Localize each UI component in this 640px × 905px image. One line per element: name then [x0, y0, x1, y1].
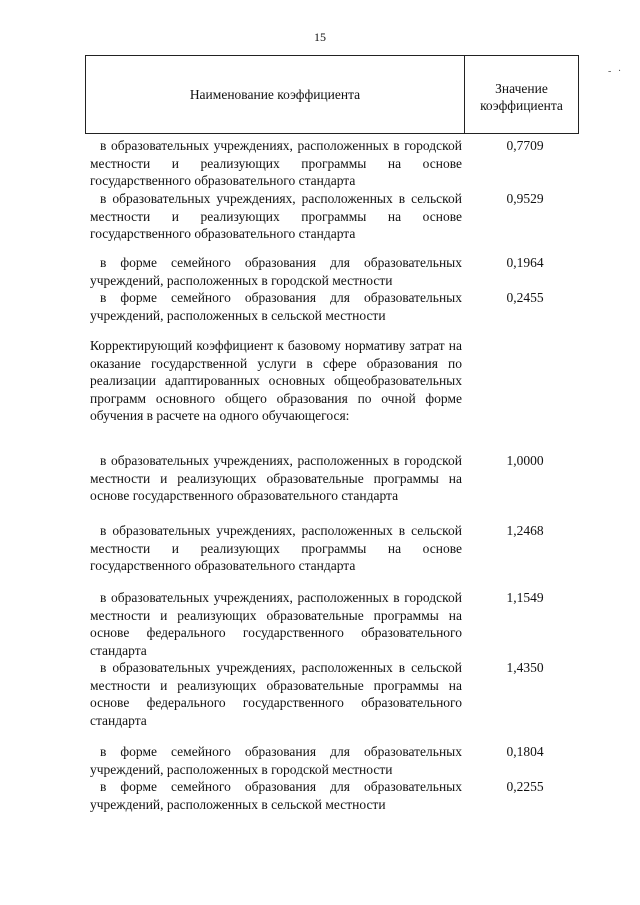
- coefficient-row-value: 1,2468: [506, 523, 544, 538]
- coefficient-row-text: в форме семейного образования для образовательных учреждений, расположенных в городской местности: [90, 744, 462, 777]
- coefficient-row-text: в образовательных учреждениях, расположенных в городской местности и реализующих программы на основе государственного образовательного стандарта: [90, 138, 462, 188]
- coefficient-row-value: 0,2455: [506, 290, 544, 305]
- coefficient-row-value: 0,9529: [506, 191, 544, 206]
- margin-marks: - ·: [608, 66, 624, 77]
- section-heading: Корректирующий коэффициент к базовому нормативу затрат на оказание государственной услуги в сфере образования по реализации адаптированных основных общеобразовательных программ основного общего образования по очной форме обучения в расчете на одного обучающегося:: [90, 338, 462, 423]
- coefficient-row-value: 1,1549: [506, 590, 544, 605]
- coefficient-row-text: в образовательных учреждениях, расположенных в городской местности и реализующих образовательные программы на основе федерального государственного образовательного стандарта: [90, 590, 462, 658]
- coefficient-row-value: 0,1964: [506, 255, 544, 270]
- coefficient-row-text: в образовательных учреждениях, расположенных в сельской местности и реализующих образовательные программы на основе федерального государственного образовательного стандарта: [90, 660, 462, 728]
- page-number: 15: [314, 30, 326, 44]
- coefficient-row-value: 0,7709: [506, 138, 544, 153]
- coefficient-row-value: 1,0000: [506, 453, 544, 468]
- coefficient-row-text: в образовательных учреждениях, расположенных в городской местности и реализующих образовательные программы на основе государственного образовательного стандарта: [90, 453, 462, 503]
- header-value-line2: коэффициента: [480, 97, 563, 113]
- coefficient-row-text: в форме семейного образования для образовательных учреждений, расположенных в сельской местности: [90, 290, 462, 323]
- coefficient-row-value: 0,2255: [506, 779, 544, 794]
- header-name-label: Наименование коэффициента: [189, 86, 361, 102]
- table-header: [85, 55, 579, 134]
- coefficient-row-text: в образовательных учреждениях, расположенных в сельской местности и реализующих программы на основе государственного образовательного стандарта: [90, 523, 462, 573]
- coefficient-row-text: в форме семейного образования для образовательных учреждений, расположенных в сельской местности: [90, 779, 462, 812]
- coefficient-row-text: в форме семейного образования для образовательных учреждений, расположенных в городской местности: [90, 255, 462, 288]
- coefficient-row-text: в образовательных учреждениях, расположенных в сельской местности и реализующих программы на основе государственного образовательного стандарта: [90, 191, 462, 241]
- header-value-label: [465, 56, 578, 133]
- coefficient-row-value: 0,1804: [506, 744, 544, 759]
- header-value-line1: Значение: [495, 80, 548, 96]
- coefficient-row-value: 1,4350: [506, 660, 544, 675]
